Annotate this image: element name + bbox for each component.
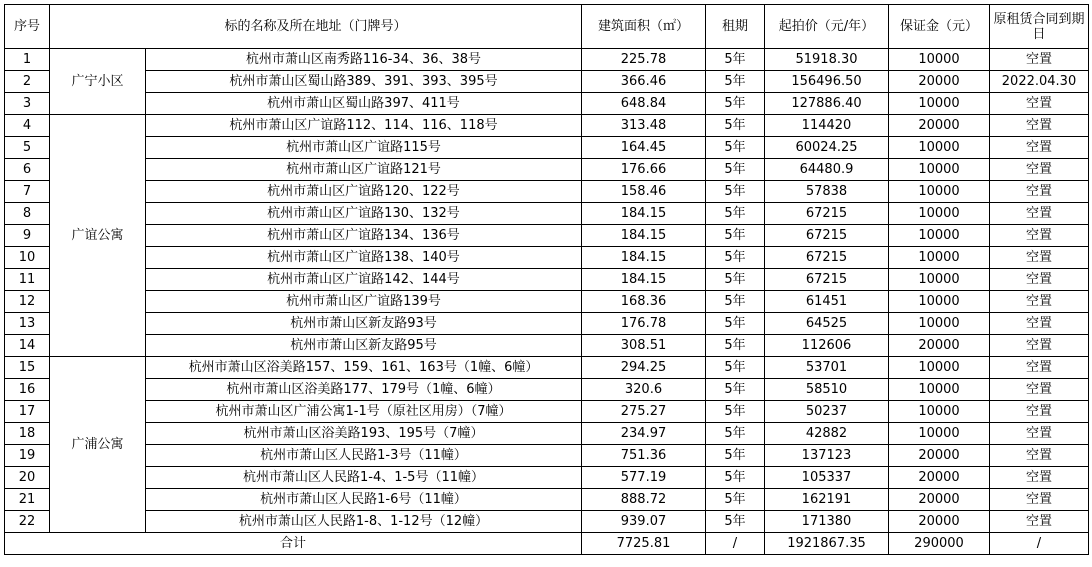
group-name: 广浦公寓: [50, 357, 146, 533]
row-deposit: 20000: [889, 489, 990, 511]
row-seq: 10: [5, 247, 50, 269]
row-term: 5年: [706, 269, 765, 291]
row-expiry: 2022.04.30: [990, 71, 1089, 93]
row-area: 577.19: [582, 467, 706, 489]
row-deposit: 20000: [889, 467, 990, 489]
row-price: 67215: [765, 203, 889, 225]
row-expiry: 空置: [990, 313, 1089, 335]
row-seq: 18: [5, 423, 50, 445]
group-name: 广谊公寓: [50, 115, 146, 357]
header-name: 标的名称及所在地址（门牌号）: [50, 5, 582, 49]
row-price: 67215: [765, 225, 889, 247]
row-term: 5年: [706, 489, 765, 511]
table-row: [5, 71, 1089, 93]
row-area: 751.36: [582, 445, 706, 467]
table-row: [5, 291, 1089, 313]
row-deposit: 10000: [889, 159, 990, 181]
table-row: [5, 467, 1089, 489]
row-address: 杭州市萧山区南秀路116-34、36、38号: [146, 49, 582, 71]
row-area: 275.27: [582, 401, 706, 423]
row-deposit: 10000: [889, 203, 990, 225]
row-address: 杭州市萧山区广谊路134、136号: [146, 225, 582, 247]
row-term: 5年: [706, 379, 765, 401]
row-term: 5年: [706, 401, 765, 423]
row-seq: 19: [5, 445, 50, 467]
row-area: 225.78: [582, 49, 706, 71]
row-term: 5年: [706, 445, 765, 467]
row-term: 5年: [706, 159, 765, 181]
row-area: 294.25: [582, 357, 706, 379]
row-address: 杭州市萧山区新友路93号: [146, 313, 582, 335]
row-seq: 20: [5, 467, 50, 489]
table-row: [5, 489, 1089, 511]
row-area: 158.46: [582, 181, 706, 203]
table-row: [5, 313, 1089, 335]
row-seq: 1: [5, 49, 50, 71]
row-term: 5年: [706, 511, 765, 533]
row-deposit: 20000: [889, 71, 990, 93]
row-price: 51918.30: [765, 49, 889, 71]
table-row: [5, 401, 1089, 423]
row-expiry: 空置: [990, 357, 1089, 379]
row-term: 5年: [706, 181, 765, 203]
row-area: 888.72: [582, 489, 706, 511]
row-area: 939.07: [582, 511, 706, 533]
row-address: 杭州市萧山区浴美路177、179号（1幢、6幢）: [146, 379, 582, 401]
row-term: 5年: [706, 291, 765, 313]
header-row: [5, 5, 1089, 49]
row-deposit: 10000: [889, 357, 990, 379]
row-deposit: 10000: [889, 313, 990, 335]
row-area: 164.45: [582, 137, 706, 159]
row-address: 杭州市萧山区浴美路157、159、161、163号（1幢、6幢）: [146, 357, 582, 379]
row-area: 366.46: [582, 71, 706, 93]
table-row: [5, 445, 1089, 467]
row-seq: 16: [5, 379, 50, 401]
row-area: 234.97: [582, 423, 706, 445]
row-price: 156496.50: [765, 71, 889, 93]
row-address: 杭州市萧山区广谊路142、144号: [146, 269, 582, 291]
row-term: 5年: [706, 137, 765, 159]
row-price: 57838: [765, 181, 889, 203]
table-row: [5, 181, 1089, 203]
row-seq: 5: [5, 137, 50, 159]
row-term: 5年: [706, 203, 765, 225]
group-name: 广宁小区: [50, 49, 146, 115]
lease-table: [4, 4, 1089, 555]
table-row: [5, 203, 1089, 225]
row-deposit: 20000: [889, 115, 990, 137]
header-term: 租期: [706, 5, 765, 49]
row-price: 162191: [765, 489, 889, 511]
row-price: 64525: [765, 313, 889, 335]
row-address: 杭州市萧山区人民路1-6号（11幢）: [146, 489, 582, 511]
header-deposit: 保证金（元）: [889, 5, 990, 49]
row-price: 171380: [765, 511, 889, 533]
row-seq: 11: [5, 269, 50, 291]
row-address: 杭州市萧山区广谊路120、122号: [146, 181, 582, 203]
row-address: 杭州市萧山区人民路1-3号（11幢）: [146, 445, 582, 467]
row-expiry: 空置: [990, 225, 1089, 247]
total-price: 1921867.35: [765, 533, 889, 555]
row-address: 杭州市萧山区广谊路112、114、116、118号: [146, 115, 582, 137]
row-seq: 15: [5, 357, 50, 379]
row-term: 5年: [706, 71, 765, 93]
row-address: 杭州市萧山区蜀山路389、391、393、395号: [146, 71, 582, 93]
table-row: [5, 357, 1089, 379]
row-expiry: 空置: [990, 401, 1089, 423]
table-row: [5, 115, 1089, 137]
header-seq: 序号: [5, 5, 50, 49]
row-deposit: 10000: [889, 269, 990, 291]
row-address: 杭州市萧山区广谊路138、140号: [146, 247, 582, 269]
row-expiry: 空置: [990, 423, 1089, 445]
row-address: 杭州市萧山区广谊路139号: [146, 291, 582, 313]
row-area: 176.78: [582, 313, 706, 335]
row-area: 648.84: [582, 93, 706, 115]
table-row: [5, 269, 1089, 291]
header-price: 起拍价（元/年）: [765, 5, 889, 49]
row-seq: 3: [5, 93, 50, 115]
table-row: [5, 93, 1089, 115]
row-address: 杭州市萧山区蜀山路397、411号: [146, 93, 582, 115]
table-row: [5, 137, 1089, 159]
row-deposit: 20000: [889, 335, 990, 357]
total-area: 7725.81: [582, 533, 706, 555]
total-deposit: 290000: [889, 533, 990, 555]
row-expiry: 空置: [990, 445, 1089, 467]
row-term: 5年: [706, 423, 765, 445]
row-area: 176.66: [582, 159, 706, 181]
row-price: 112606: [765, 335, 889, 357]
row-address: 杭州市萧山区人民路1-4、1-5号（11幢）: [146, 467, 582, 489]
row-term: 5年: [706, 225, 765, 247]
row-address: 杭州市萧山区广谊路115号: [146, 137, 582, 159]
row-area: 184.15: [582, 225, 706, 247]
row-price: 50237: [765, 401, 889, 423]
row-deposit: 10000: [889, 247, 990, 269]
row-term: 5年: [706, 247, 765, 269]
row-address: 杭州市萧山区广浦公寓1-1号（原社区用房）（7幢）: [146, 401, 582, 423]
row-deposit: 10000: [889, 225, 990, 247]
row-term: 5年: [706, 357, 765, 379]
row-seq: 13: [5, 313, 50, 335]
row-deposit: 10000: [889, 49, 990, 71]
row-area: 320.6: [582, 379, 706, 401]
row-price: 60024.25: [765, 137, 889, 159]
row-term: 5年: [706, 335, 765, 357]
row-price: 127886.40: [765, 93, 889, 115]
table-row: [5, 423, 1089, 445]
row-expiry: 空置: [990, 291, 1089, 313]
row-term: 5年: [706, 467, 765, 489]
row-price: 61451: [765, 291, 889, 313]
row-price: 105337: [765, 467, 889, 489]
row-seq: 22: [5, 511, 50, 533]
row-expiry: 空置: [990, 93, 1089, 115]
row-address: 杭州市萧山区浴美路193、195号（7幢）: [146, 423, 582, 445]
table-row: [5, 379, 1089, 401]
table-body: [5, 49, 1089, 533]
table-row: [5, 335, 1089, 357]
row-address: 杭州市萧山区广谊路130、132号: [146, 203, 582, 225]
row-expiry: 空置: [990, 159, 1089, 181]
total-label: 合计: [5, 533, 582, 555]
row-expiry: 空置: [990, 467, 1089, 489]
row-price: 137123: [765, 445, 889, 467]
table-row: [5, 159, 1089, 181]
row-expiry: 空置: [990, 181, 1089, 203]
table-row: [5, 511, 1089, 533]
total-term: /: [706, 533, 765, 555]
row-price: 64480.9: [765, 159, 889, 181]
table-row: [5, 49, 1089, 71]
row-term: 5年: [706, 115, 765, 137]
row-seq: 14: [5, 335, 50, 357]
row-expiry: 空置: [990, 335, 1089, 357]
row-expiry: 空置: [990, 379, 1089, 401]
row-area: 168.36: [582, 291, 706, 313]
row-seq: 21: [5, 489, 50, 511]
row-seq: 12: [5, 291, 50, 313]
header-expiry: 原租赁合同到期日: [990, 5, 1089, 49]
row-deposit: 10000: [889, 93, 990, 115]
row-deposit: 10000: [889, 401, 990, 423]
row-term: 5年: [706, 49, 765, 71]
row-expiry: 空置: [990, 489, 1089, 511]
row-expiry: 空置: [990, 511, 1089, 533]
row-price: 42882: [765, 423, 889, 445]
row-deposit: 10000: [889, 181, 990, 203]
row-seq: 17: [5, 401, 50, 423]
row-expiry: 空置: [990, 269, 1089, 291]
row-seq: 6: [5, 159, 50, 181]
row-area: 184.15: [582, 269, 706, 291]
row-area: 313.48: [582, 115, 706, 137]
row-term: 5年: [706, 313, 765, 335]
row-term: 5年: [706, 93, 765, 115]
total-expiry: /: [990, 533, 1089, 555]
row-address: 杭州市萧山区新友路95号: [146, 335, 582, 357]
row-seq: 2: [5, 71, 50, 93]
row-expiry: 空置: [990, 203, 1089, 225]
row-expiry: 空置: [990, 49, 1089, 71]
row-seq: 7: [5, 181, 50, 203]
row-area: 184.15: [582, 247, 706, 269]
row-seq: 8: [5, 203, 50, 225]
row-address: 杭州市萧山区广谊路121号: [146, 159, 582, 181]
total-row: [5, 533, 1089, 555]
row-price: 67215: [765, 269, 889, 291]
row-seq: 4: [5, 115, 50, 137]
row-deposit: 10000: [889, 423, 990, 445]
row-deposit: 20000: [889, 445, 990, 467]
row-deposit: 10000: [889, 137, 990, 159]
row-deposit: 20000: [889, 511, 990, 533]
row-price: 58510: [765, 379, 889, 401]
row-deposit: 10000: [889, 291, 990, 313]
row-price: 53701: [765, 357, 889, 379]
row-area: 184.15: [582, 203, 706, 225]
row-seq: 9: [5, 225, 50, 247]
row-deposit: 10000: [889, 379, 990, 401]
row-expiry: 空置: [990, 115, 1089, 137]
row-area: 308.51: [582, 335, 706, 357]
row-price: 67215: [765, 247, 889, 269]
row-address: 杭州市萧山区人民路1-8、1-12号（12幢）: [146, 511, 582, 533]
row-expiry: 空置: [990, 247, 1089, 269]
row-price: 114420: [765, 115, 889, 137]
header-area: 建筑面积（㎡）: [582, 5, 706, 49]
table-row: [5, 247, 1089, 269]
table-row: [5, 225, 1089, 247]
row-expiry: 空置: [990, 137, 1089, 159]
